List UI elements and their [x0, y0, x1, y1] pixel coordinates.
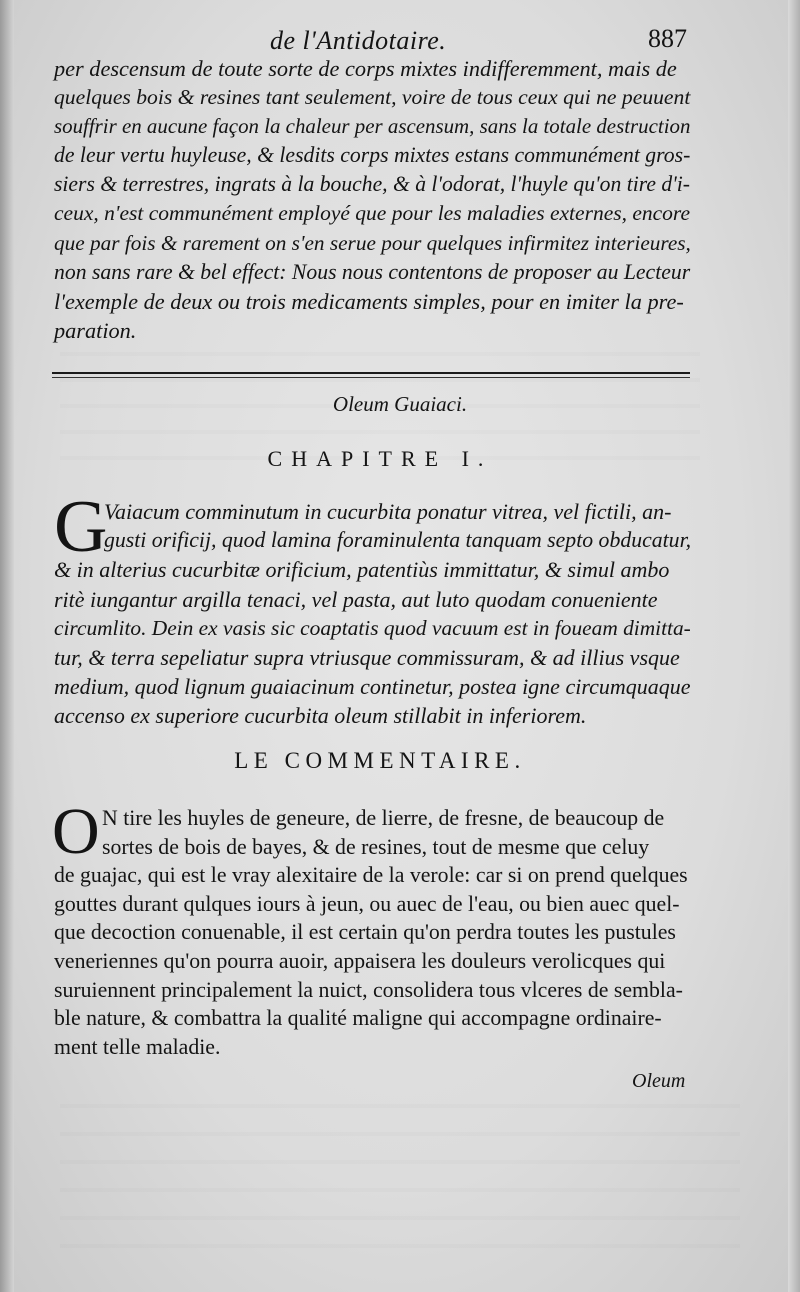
text-line: circumlito. Dein ex vasis sic coaptatis quod vacuum est in foueam dimitta-: [54, 615, 691, 640]
intro-paragraph: [54, 54, 694, 345]
text-line: non sans rare & bel effect: Nous nous contentons de proposer au Lecteur: [54, 259, 691, 284]
text-line: quelques bois & resines tant seulement, voire de tous ceux qui ne peuuent: [54, 85, 691, 110]
catchword: Oleum: [632, 1070, 686, 1092]
section-rule: [52, 372, 690, 374]
text-line: ment telle maladie.: [54, 1034, 221, 1059]
drop-cap: O: [52, 795, 100, 868]
text-line: l'exemple de deux ou trois medicaments simples, pour en imiter la pre-: [54, 288, 684, 314]
page-number: 887: [648, 24, 687, 53]
text-line: medium, quod lignum guaiacinum continetur, postea igne circumquaque: [54, 674, 691, 700]
text-line: & in alterius cucurbitæ orificium, patentiùs immittatur, & simul ambo: [54, 557, 670, 583]
text-line: ritè iungantur argilla tenaci, vel pasta, aut luto quodam conueniente: [54, 586, 658, 612]
page-edge: [788, 0, 800, 1292]
section-rule-thin: [52, 377, 690, 378]
text-line: N tire les huyles de geneure, de lierre, de fresne, de beaucoup de: [102, 806, 665, 830]
text-line: que decoction conuenable, il est certain qu'on perdra toutes les pustules: [54, 920, 676, 945]
text-line: gusti orificij, quod lamina foraminulenta tanquam septo obducatur,: [104, 528, 692, 553]
text-line: sortes de bois de bayes, & de resines, tout de mesme que celuy: [102, 834, 650, 859]
text-line: per descensum de toute sorte de corps mixtes indifferemment, mais de: [54, 56, 677, 81]
drop-cap: G: [54, 486, 108, 568]
text-line: que par fois & rarement on s'en serue pour quelques infirmitez interieures,: [54, 230, 691, 255]
text-line: de leur vertu huyleuse, & lesdits corps mixtes estans communément gros-: [54, 143, 691, 168]
commentary-heading: LE COMMENTAIRE.: [234, 748, 526, 773]
text-line: paration.: [54, 317, 137, 343]
show-through-texture: [60, 1080, 740, 1270]
text-line: ble nature, & combattra la qualité maligne qui accompagne ordinaire-: [54, 1006, 662, 1031]
chapter-heading: CHAPITRE I.: [267, 446, 493, 471]
text-line: de guajac, qui est le vray alexitaire de la verole: car si on prend quelques: [54, 863, 688, 888]
text-line: souffrir en aucune façon la chaleur per ascensum, sans la totale destruction: [54, 114, 691, 139]
text-line: tur, & terra sepeliatur supra vtriusque commissuram, & ad illius vsque: [54, 645, 680, 671]
text-line: siers & terrestres, ingrats à la bouche, & à l'odorat, l'huyle qu'on tire d'i-: [54, 172, 690, 197]
text-line: Vaiacum comminutum in cucurbita ponatur vitrea, vel fictili, an-: [104, 499, 672, 524]
latin-paragraph: [54, 497, 694, 731]
text-line: gouttes durant qulques iours à jeun, ou auec de l'eau, ou bien auec quel-: [54, 891, 680, 916]
commentary-paragraph: [54, 804, 694, 1061]
text-line: suruiennent principalement la nuict, consolidera tous vlceres de sembla-: [54, 977, 683, 1002]
text-line: ceux, n'est communément employé que pour les maladies externes, encore: [54, 201, 691, 226]
text-line: accenso ex superiore cucurbita oleum stillabit in inferiorem.: [54, 703, 587, 729]
running-head: de l'Antidotaire.: [270, 26, 447, 55]
section-title: Oleum Guaiaci.: [332, 392, 468, 416]
text-line: veneriennes qu'on pourra auoir, appaisera les douleurs verolicques qui: [54, 948, 666, 973]
page-gutter-shadow: [0, 0, 14, 1292]
